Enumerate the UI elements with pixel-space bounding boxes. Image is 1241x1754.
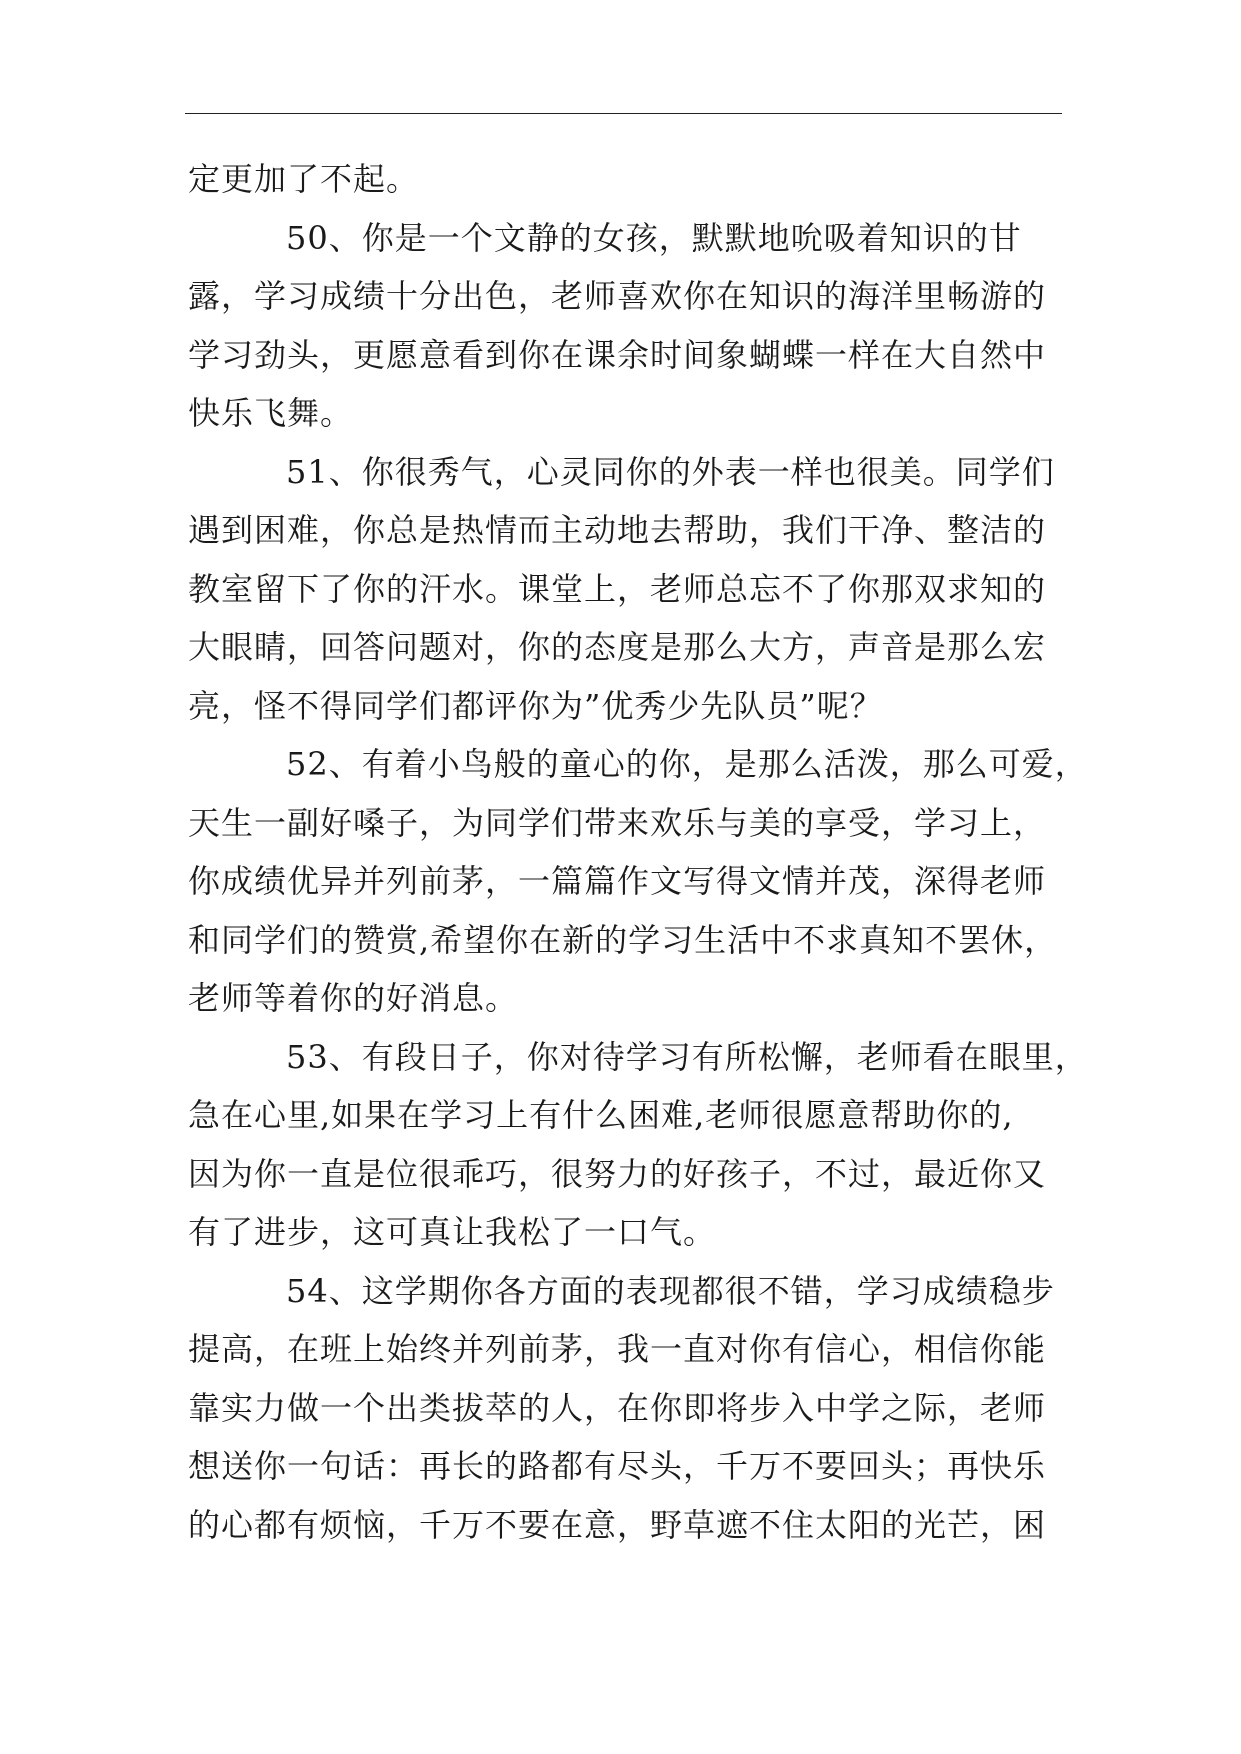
text-line: 老师等着你的好消息。 (188, 979, 519, 1017)
text-line: 天生一副好嗓子，为同学们带来欢乐与美的享受，学习上， (188, 803, 1047, 842)
text-line: 想送你一句话：再长的路都有尽头，千万不要回头；再快乐 (188, 1447, 1047, 1485)
text-line: 大眼睛，回答问题对，你的态度是那么大方，声音是那么宏 (188, 628, 1047, 666)
text-line: 和同学们的赞赏,希望你在新的学习生活中不求真知不罢休， (188, 920, 1058, 959)
text-line: 学习劲头，更愿意看到你在课余时间象蝴蝶一样在大自然中 (188, 335, 1047, 374)
text-line: 你成绩优异并列前茅，一篇篇作文写得文情并茂，深得老师 (188, 862, 1047, 900)
text-line: 教室留下了你的汗水。课堂上，老师总忘不了你那双求知的 (188, 569, 1047, 608)
text-line: 提高，在班上始终并列前茅，我一直对你有信心，相信你能 (188, 1330, 1047, 1368)
text-line: 快乐飞舞。 (188, 394, 354, 432)
text-line: 因为你一直是位很乖巧，很努力的好孩子，不过，最近你又 (188, 1154, 1047, 1193)
text-line: 53、有段日子，你对待学习有所松懈，老师看在眼里， (286, 1037, 1088, 1076)
text-line: 靠实力做一个出类拔萃的人，在你即将步入中学之际，老师 (188, 1388, 1047, 1427)
document-body (188, 150, 1088, 1554)
text-line: 的心都有烦恼，千万不要在意，野草遮不住太阳的光芒，困 (188, 1505, 1047, 1544)
text-line: 50、你是一个文静的女孩，默默地吮吸着知识的甘 (286, 218, 1022, 257)
header-rule (185, 113, 1062, 114)
text-line: 定更加了不起。 (188, 160, 420, 198)
text-line: 遇到困难，你总是热情而主动地去帮助，我们干净、整洁的 (188, 511, 1047, 549)
text-line: 急在心里,如果在学习上有什么困难,老师很愿意帮助你的, (188, 1096, 1014, 1134)
text-line: 亮，怪不得同学们都评你为”优秀少先队员”呢？ (188, 686, 883, 725)
text-line: 52、有着小鸟般的童心的你，是那么活泼，那么可爱， (286, 745, 1088, 783)
text-line: 51、你很秀气，心灵同你的外表一样也很美。同学们 (286, 452, 1055, 491)
text-line: 54、这学期你各方面的表现都很不错，学习成绩稳步 (286, 1271, 1055, 1310)
text-line: 有了进步，这可真让我松了一口气。 (188, 1213, 717, 1251)
text-line: 露，学习成绩十分出色，老师喜欢你在知识的海洋里畅游的 (188, 277, 1047, 315)
